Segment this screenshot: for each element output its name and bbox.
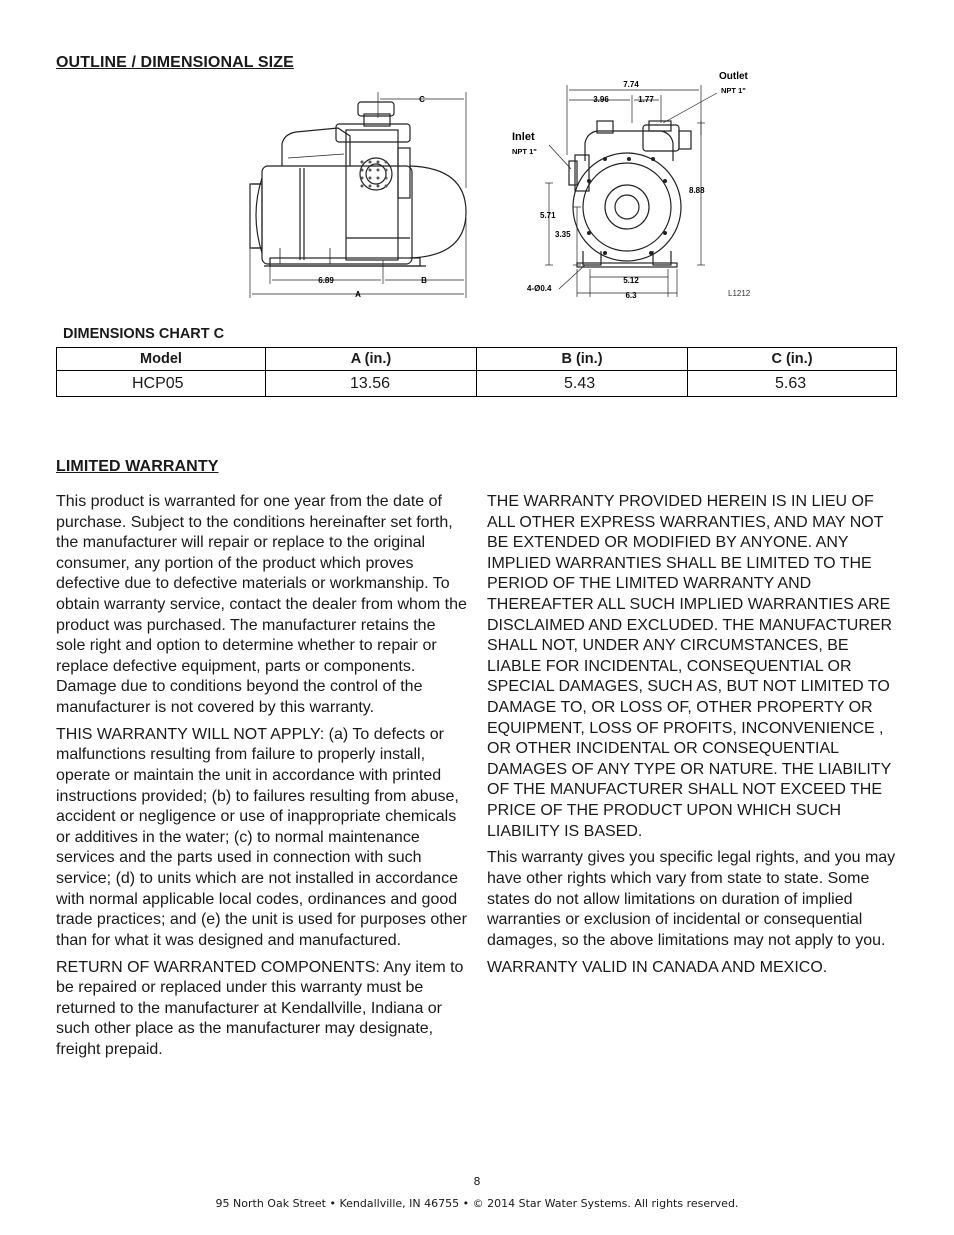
inlet-label: Inlet (512, 131, 535, 143)
warranty-paragraph: THIS WARRANTY WILL NOT APPLY: (a) To defects or malfunctions resulting from failure to properly install, operate or maintain the unit in accordance with printed instructions provided; (b) to failures resulting from abuse, accident or negligence or use of inappropriate chemicals or additives in the water; (c) to normal maintenance services and the parts used in connection with such service; (d) to units which are not installed in accordance with normal applicable local codes, ordinances and good trade practices; and (e) the unit is used for purposes other than for what it was designed and manufactured. (56, 725, 467, 949)
dim-8-88-label: 8.88 (689, 186, 705, 195)
pump-side-view-drawing (240, 88, 480, 303)
dim-3-96-label: 3.96 (593, 95, 609, 104)
header-model: Model (57, 348, 266, 371)
warranty-paragraph: This product is warranted for one year from the date of purchase. Subject to the conditions hereinafter set forth, the manufacturer will repair or replace to the original consumer, any portion of the product which proves defective due to defective materials or workmanship. To obtain warranty service, contact the dealer from whom the product was purchased. The manufacturer retains the sole right and option to determine whether to repair or replace defective equipment, parts or components. Damage due to conditions beyond the control of the manufacturer is not covered by this warranty. (56, 493, 467, 716)
footer-address: 95 North Oak Street • Kendallville, IN 46755 • © 2014 Star Water Systems. All rights reserved. (215, 1197, 739, 1210)
cell-a: 13.56 (266, 371, 477, 397)
warranty-left-column (56, 492, 468, 1067)
header-c: C (in.) (688, 348, 897, 371)
dim-1-77-label: 1.77 (638, 95, 654, 104)
drawing-code-label: L1212 (728, 289, 751, 298)
cell-c: 5.63 (688, 371, 897, 397)
dim-7-74-label: 7.74 (623, 80, 639, 89)
warranty-paragraph: This warranty gives you specific legal rights, and you may have other rights which vary from state to state. Some states do not allow limitations on duration of implied warranties or exclusion of incidental or consequential damages, so the above limitations may not apply to you. (487, 849, 896, 949)
warranty-paragraph: WARRANTY VALID IN CANADA AND MEXICO. (487, 958, 828, 976)
table-row (57, 371, 897, 397)
outlet-label: Outlet (719, 71, 748, 82)
inlet-npt-label: NPT 1" (512, 147, 537, 156)
header-b: B (in.) (477, 348, 688, 371)
page-number: 8 (473, 1175, 481, 1188)
dim-5-12-label: 5.12 (623, 276, 639, 285)
dim-6-3-label: 6.3 (625, 291, 637, 300)
dim-5-71-label: 5.71 (540, 211, 556, 220)
dimensions-table (56, 347, 897, 397)
dim-holes-label: 4-Ø0.4 (527, 284, 552, 293)
cell-b: 5.43 (477, 371, 688, 397)
outline-title: OUTLINE / DIMENSIONAL SIZE (56, 54, 294, 71)
pump-front-view-drawing (505, 65, 770, 305)
dim-a-label: A (355, 290, 361, 299)
warranty-title: LIMITED WARRANTY (56, 458, 219, 475)
table-header-row (57, 348, 897, 371)
header-a: A (in.) (266, 348, 477, 371)
dim-c-label: C (419, 95, 425, 104)
dimensions-chart-title: DIMENSIONS CHART C (63, 326, 225, 342)
outlet-npt-label: NPT 1" (721, 86, 746, 95)
dim-6-89-label: 6.89 (318, 276, 334, 285)
warranty-right-column (487, 492, 899, 985)
cell-model: HCP05 (57, 371, 266, 397)
warranty-paragraph: RETURN OF WARRANTED COMPONENTS: Any item to be repaired or replaced under this warranty must be returned to the manufacturer at Kendallville, Indiana or such other place as the manufacturer may designate, freight prepaid. (56, 958, 464, 1059)
dim-b-label: B (421, 276, 427, 285)
warranty-paragraph: THE WARRANTY PROVIDED HEREIN IS IN LIEU OF ALL OTHER EXPRESS WARRANTIES, AND MAY NOT BE EXTENDED OR MODIFIED BY ANYONE. ANY IMPLIED WARRANTIES SHALL BE LIMITED TO THE PERIOD OF THE LIMITED WARRANTY AND THEREAFTER ALL SUCH IMPLIED WARRANTIES ARE DISCLAIMED AND EXCLUDED. THE MANUFACTURER SHALL NOT, UNDER ANY CIRCUMSTANCES, BE LIABLE FOR INCIDENTAL, CONSEQUENTIAL OR SPECIAL DAMAGES, SUCH AS, BUT NOT LIMITED TO DAMAGE TO, OR LOSS OF, OTHER PROPERTY OR EQUIPMENT, LOSS OF PROFITS, INCONVENIENCE , OR OTHER INCIDENTAL OR CONSEQUENTIAL DAMAGES OF ANY TYPE OR NATURE. THE LIABILITY OF THE MANUFACTURER SHALL NOT EXCEED THE PRICE OF THE PRODUCT UPON WHICH SUCH LIABILITY IS BASED. (487, 493, 893, 840)
dim-3-35-label: 3.35 (555, 230, 571, 239)
